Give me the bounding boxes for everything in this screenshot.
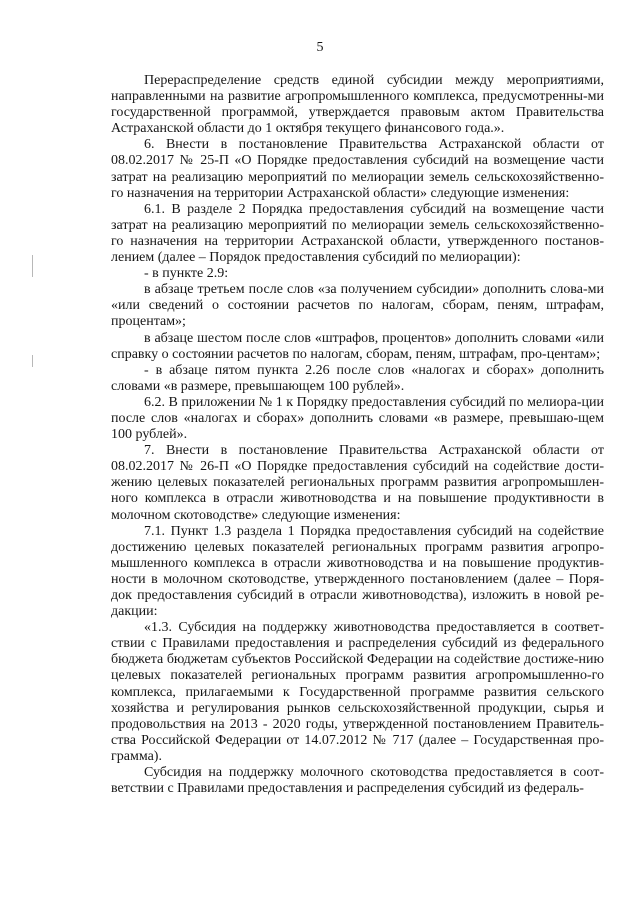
paragraph-point-2-26: - в абзаце пятом пункта 2.26 после слов «налогах и сборах» дополнить словами «в размере, превышающем 100 рублей». bbox=[111, 362, 604, 394]
paragraph-point-2-9: - в пункте 2.9: bbox=[144, 266, 229, 282]
paragraph-6: 6. Внести в постановление Правительства Астраханской области от 08.02.2017 № 25-П «О Порядке предоставления субсидий на возмещение части затрат на реализацию мероприятий по мелиорации земель сельскохозяйственно-го назначения на территории Астраханской области» следующие изменения: bbox=[111, 137, 604, 201]
paragraph-1-3-quote: «1.3. Субсидия на поддержку животноводства предоставляется в соответ-ствии с Правилами предоставления и распределения субсидий из федерального бюджета бюджетам субъектов Российской Федерации на содействие достиже-нию целевых показателей региональных программ развития агропромышленно-го комплекса, прилагаемыми к Государственной программе развития сельского хозяйства и регулирования рынков сельскохозяйственной продукции, сырья и продовольствия на 2013 - 2020 годы, утвержденной постановлением Правитель-ства Российской Федерации от 14.07.2012 № 717 (далее – Государственная про-грамма). bbox=[111, 620, 604, 764]
paragraph-6-2: 6.2. В приложении № 1 к Порядку предоставления субсидий по мелиора-ции после слов «налогах и сборах» дополнить словами «в размере, превышаю-щем 100 рублей». bbox=[111, 394, 604, 443]
scan-margin-mark bbox=[32, 355, 33, 367]
scan-margin-mark bbox=[32, 255, 33, 277]
paragraph-6-1: 6.1. В разделе 2 Порядка предоставления субсидий на возмещение части затрат на реализацию мероприятий по мелиорации земель сельскохозяйственно-го назначения на территории Астраханской области, утвержденного постанов-лением (далее – Порядок предоставления субсидий по мелиорации): bbox=[111, 201, 604, 266]
page-number: 5 bbox=[316, 40, 324, 55]
paragraph-third-abzac: в абзаце третьем после слов «за получением субсидии» дополнить слова-ми «или сведений о состоянии расчетов по налогам, сборам, пеням, штрафам, процентам»; bbox=[111, 282, 604, 330]
paragraph-7: 7. Внести в постановление Правительства Астраханской области от 08.02.2017 № 26-П «О Порядке предоставления субсидий на содействие дости-жению целевых показателей региональных программ развития агропромышлен-ного комплекса в отрасли животноводства и на повышение продуктивности в молочном скотоводстве» следующие изменения: bbox=[111, 443, 604, 523]
paragraph-dairy-subsidy: Субсидия на поддержку молочного скотоводства предоставляется в соот-ветствии с Правилами предоставления и распределения субсидий из федераль- bbox=[111, 765, 604, 797]
paragraph-redistribution: Перераспределение средств единой субсидии между мероприятиями, направленными на развитие агропромышленного комплекса, предусмотренны-ми государственной программой, утверждается правовым актом Правительства Астраханской области до 1 октября текущего финансового года.». bbox=[111, 73, 604, 137]
document-body bbox=[111, 73, 604, 797]
paragraph-7-1: 7.1. Пункт 1.3 раздела 1 Порядка предоставления субсидий на содействие достижению целевых показателей региональных программ развития агропро-мышленного комплекса в отрасли животноводства и на повышение продуктив-ности в молочном скотоводстве, утвержденного постановлением (далее – Поря-док предоставления субсидий в отрасли животноводства), изложить в новой ре-дакции: bbox=[111, 523, 604, 620]
paragraph-sixth-abzac: в абзаце шестом после слов «штрафов, процентов» дополнить словами «или справку о состоянии расчетов по налогам, сборам, пеням, штрафам, про-центам»; bbox=[111, 330, 604, 362]
